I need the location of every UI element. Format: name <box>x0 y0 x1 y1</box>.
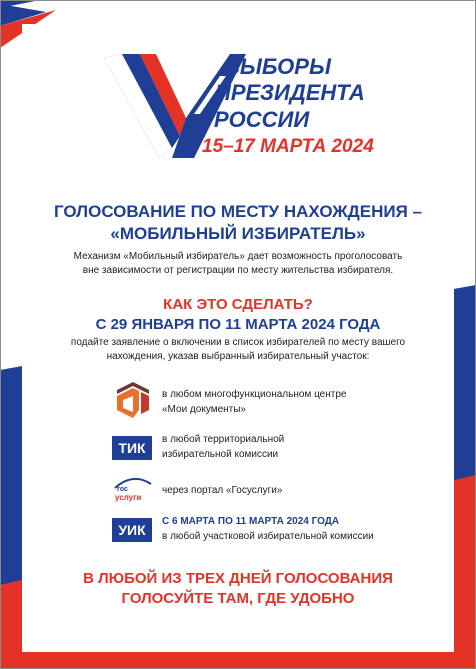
mfc-my-documents-icon <box>113 380 153 420</box>
application-deadline: С 29 ЯНВАРЯ ПО 11 МАРТА 2024 ГОДА <box>95 316 381 333</box>
election-dates: 15–17 МАРТА 2024 <box>202 136 374 157</box>
logo-title-line-3: РОССИИ <box>214 107 310 132</box>
mfc-icon-orange-part <box>117 388 139 418</box>
option-uik-dates: С 6 МАРТА ПО 11 МАРТА 2024 ГОДА <box>162 516 340 527</box>
option-mfc-text <box>162 387 346 417</box>
option-tik-line-2: избирательной комиссии <box>162 449 279 460</box>
final-call-line-1: В ЛЮБОЙ ИЗ ТРЕХ ДНЕЙ ГОЛОСОВАНИЯ <box>83 570 393 587</box>
mfc-icon-red-part <box>141 392 149 414</box>
gosuslugi-logo-top: гос <box>117 486 128 493</box>
tik-badge: ТИК <box>112 436 152 460</box>
logo-title-line-2: ПРЕЗИДЕНТА <box>215 80 365 105</box>
option-mfc-line-1: в любом многофункциональном центре <box>162 389 347 400</box>
gosuslugi-logo-bottom: услуги <box>115 493 142 502</box>
main-heading-line-2: «МОБИЛЬНЫЙ ИЗБИРАТЕЛЬ» <box>110 224 366 243</box>
logo-title-line-1: ВЫБОРЫ <box>224 54 331 79</box>
main-heading <box>0 201 476 245</box>
gosuslugi-logo-icon <box>111 474 155 506</box>
option-tik-text <box>162 432 284 462</box>
main-heading-line-1: ГОЛОСОВАНИЕ ПО МЕСТУ НАХОЖДЕНИЯ – <box>53 202 423 221</box>
apply-line-2: нахождения, указав выбранный избирательный участок: <box>106 351 370 362</box>
option-tik-line-1: в любой территориальной <box>162 434 285 445</box>
apply-line-1: подайте заявление о включении в список избирателей по месту вашего <box>70 337 406 348</box>
option-gosuslugi-text <box>162 483 282 498</box>
intro-line-2: вне зависимости от регистрации по месту жительства избирателя. <box>82 265 394 276</box>
final-call-to-action <box>0 569 476 609</box>
intro-line-1: Механизм «Мобильный избиратель» дает возможность проголосовать <box>73 251 403 262</box>
option-gosuslugi-line-1: через портал «Госуслуги» <box>162 485 283 496</box>
uik-badge: УИК <box>112 518 152 542</box>
option-uik-text <box>162 514 374 544</box>
how-to-title: КАК ЭТО СДЕЛАТЬ? <box>163 296 313 313</box>
intro-text <box>0 250 476 278</box>
option-mfc-line-2: «Мои документы» <box>162 404 246 415</box>
final-call-line-2: ГОЛОСУЙТЕ ТАМ, ГДЕ УДОБНО <box>121 590 355 607</box>
apply-instructions <box>0 336 476 364</box>
option-uik-line-2: в любой участковой избирательной комиссии <box>162 531 374 542</box>
